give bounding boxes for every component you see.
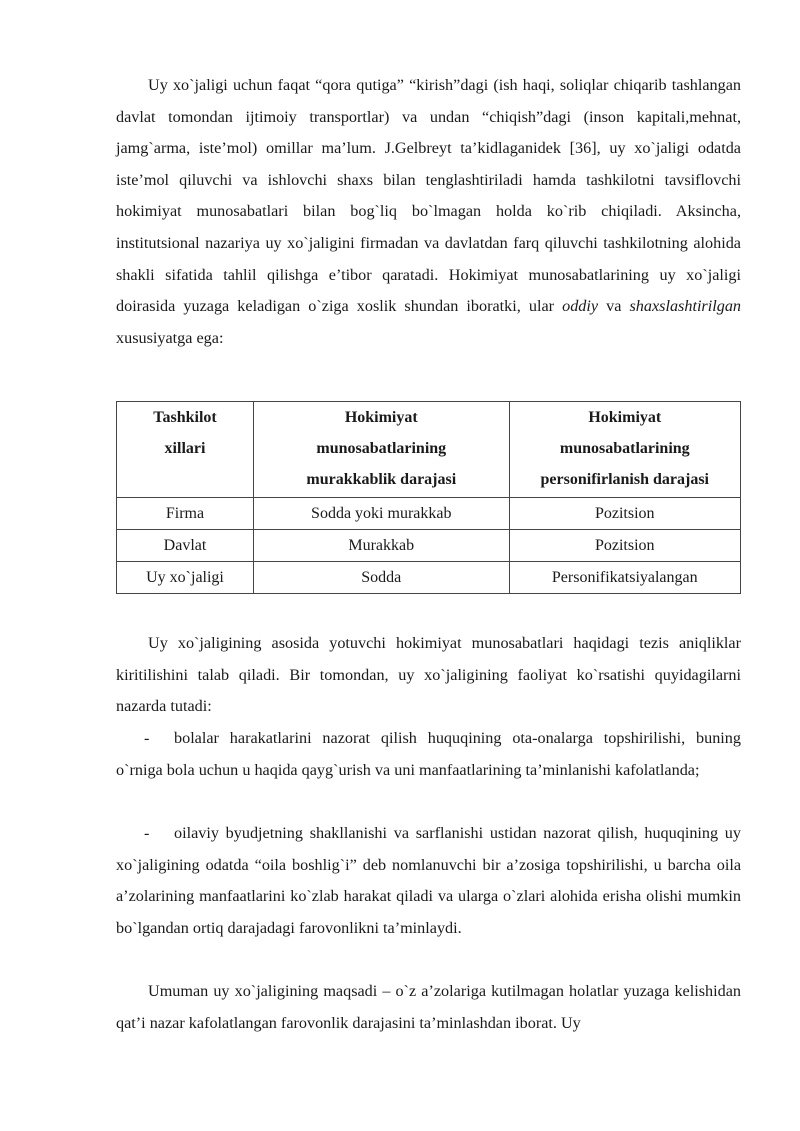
table-header-cell: [117, 402, 254, 498]
header-line: xillari: [164, 440, 206, 457]
authority-relations-table: [116, 401, 741, 594]
table-cell: Uy xo`jaligi: [117, 562, 254, 594]
table-cell: Murakkab: [253, 530, 509, 562]
header-line: Tashkilot: [153, 409, 217, 426]
paragraph-thesis: Uy xo`jaligining asosida yotuvchi hokimiyat munosabatlari haqidagi tezis aniqliklar kiritilishini talab qiladi. Bir tomondan, uy xo`jaligining faoliyat ko`rsatishi quyidagilarni nazarda tutadi:: [116, 634, 741, 716]
table-cell: Davlat: [117, 530, 254, 562]
dash-marker: -: [144, 729, 150, 747]
table-cell: Firma: [117, 498, 254, 530]
list-item-text: bolalar harakatlarini nazorat qilish huquqining ota-onalarga topshirilishi, buning o`rniga bola uchun u haqida qayg`urish va uni manfaatlarining ta’minlanishi kafolatlanda;: [116, 729, 741, 779]
header-line: Hokimiyat: [588, 409, 662, 426]
table-header-cell: [509, 402, 740, 498]
table-cell: Pozitsion: [509, 530, 740, 562]
table-row: [117, 498, 741, 530]
table-cell: Sodda yoki murakkab: [253, 498, 509, 530]
dash-marker: -: [144, 824, 150, 842]
header-line: personifirlanish darajasi: [540, 471, 709, 488]
header-line: munosabatlarining: [316, 440, 447, 457]
table-header-row: [117, 402, 741, 498]
list-item: [116, 723, 741, 786]
header-line: murakkablik darajasi: [306, 471, 457, 488]
table-row: [117, 530, 741, 562]
paragraph-intro: [116, 70, 741, 354]
list-item: [116, 818, 741, 944]
table-row: [117, 562, 741, 594]
table-cell: Sodda: [253, 562, 509, 594]
table-header-cell: [253, 402, 509, 498]
emphasis-oddiy: oddiy: [562, 297, 599, 316]
paragraph-purpose: Umuman uy xo`jaligining maqsadi – o`z a’zolariga kutilmagan holatlar yuzaga kelishidan qat’i nazar kafolatlangan farovonlik darajasini ta’minlashdan iborat. Uy: [116, 982, 741, 1032]
paragraph-intro-connector: va: [598, 297, 630, 316]
emphasis-shaxslashtirilgan: shaxslashtirilgan: [629, 297, 742, 316]
paragraph-intro-end: xususiyatga ega:: [116, 328, 224, 347]
paragraph-intro-text: Uy xo`jaligi uchun faqat “qora qutiga” “kirish”dagi (ish haqi, soliqlar chiqarib tashlangan davlat tomondan ijtimoiy transportlar) va undan “chiqish”dagi (inson kapitali,mehnat, jamg`arma, iste’mol) omillar ma’lum. J.Gelbreyt ta’kidlaganidek [36], uy xo`jaligi odatda iste’mol qiluvchi va ishlovchi shaxs bilan tenglashtiriladi hamda tashkilotni tavsiflovchi hokimiyat munosabatlari bilan bog`liq bo`lmagan holda ko`rib chiqiladi. Aksincha, institutsional nazariya uy xo`jaligini firmadan va davlatdan farq qiluvchi tashkilotning alohida shakli sifatida tahlil qilishga e’tibor qaratadi. Hokimiyat munosabatlarining uy xo`jaligi doirasida yuzaga keladigan o`ziga xoslik shundan iboratki, ular: [116, 76, 741, 316]
list-item-text: oilaviy byudjetning shakllanishi va sarflanishi ustidan nazorat qilish, huquqining uy xo`jaligining odatda “oila boshlig`i” deb nomlanuvchi bir a’zosiga topshirilishi, u barcha oila a’zolarining manfaatlarini ko`zlab harakat qiladi va ularga o`zlari alohida erisha olishi mumkin bo`lgandan ortiq darajadagi farovonlikni ta’minlaydi.: [116, 824, 741, 937]
header-line: Hokimiyat: [344, 409, 418, 426]
table-cell: Pozitsion: [509, 498, 740, 530]
header-line: munosabatlarining: [559, 440, 690, 457]
table-cell: Personifikatsiyalangan: [509, 562, 740, 594]
